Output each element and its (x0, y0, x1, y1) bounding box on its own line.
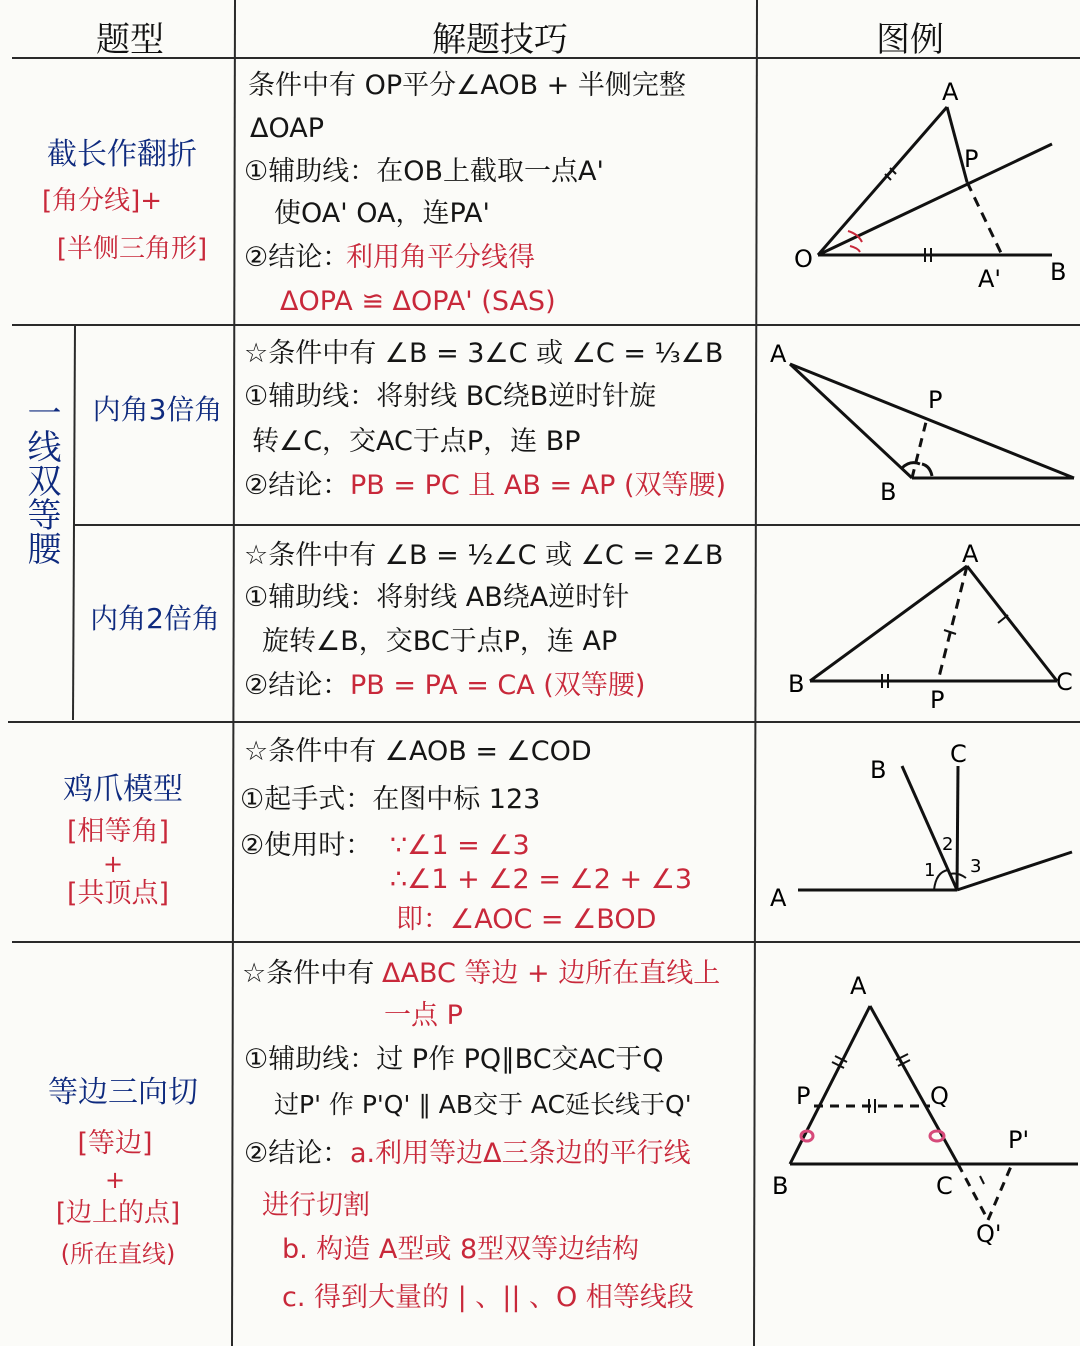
figure-triple-angle (762, 328, 1080, 524)
fig1-label-b: B (1050, 258, 1067, 286)
row1-line4: 使OA' OA，连PA' (274, 198, 490, 229)
row1-line2: ΔOAP (250, 113, 324, 144)
row5-type-line3: [边上的点] (55, 1198, 181, 1228)
row3-line2: ①辅助线：将射线 AB绕A逆时针 (244, 582, 630, 613)
row1-type-line2: [角分线]+ (41, 186, 163, 216)
fig5-label-q: Q (930, 1082, 949, 1110)
row3-line3: 旋转∠B，交BC于点P，连 AP (262, 626, 618, 657)
fig5-label-q-prime: Q' (976, 1220, 1002, 1248)
fig2-label-a: A (770, 340, 787, 368)
fig3-label-b: B (788, 670, 805, 698)
row4-line4: ∵∠1 = ∠3 (390, 830, 530, 861)
row2-line1: ☆条件中有 ∠B = 3∠C 或 ∠C = ⅓∠B (244, 338, 724, 369)
fig4-label-a: A (770, 884, 787, 912)
fig2-label-b: B (880, 478, 897, 506)
row1-line5: ②结论： (244, 242, 350, 273)
row2-line5: PB = PC 且 AB = AP (双等腰) (350, 470, 727, 501)
row3-line1: ☆条件中有 ∠B = ½∠C 或 ∠C = 2∠B (244, 540, 724, 571)
row1-line7: ΔOPA ≌ ΔOPA' (SAS) (280, 286, 556, 317)
row5-type-line1: 等边三向切 (48, 1075, 198, 1110)
row5-line10: c. 得到大量的 | 、|| 、O 相等线段 (282, 1282, 694, 1313)
row4-line3: ②使用时： (240, 830, 373, 861)
header-type: 题型 (96, 20, 164, 60)
row4-type-plus: + (102, 850, 124, 878)
fig3-label-c: C (1056, 668, 1073, 696)
row1-type-line3: [半侧三角形] (56, 234, 208, 264)
figure-double-angle (762, 526, 1080, 722)
header-technique: 解题技巧 (432, 20, 568, 60)
row5-line9: b. 构造 A型或 8型双等边结构 (282, 1234, 640, 1265)
row5-line5: 过P' 作 P'Q' ∥ AB交于 AC延长线于Q' (274, 1090, 692, 1119)
row3-line5: PB = PA = CA (双等腰) (350, 670, 646, 701)
row5-line1: ☆条件中有 (242, 958, 375, 989)
fig1-label-a-prime: A' (978, 265, 1002, 293)
row5-type-line2: [等边] (77, 1128, 153, 1159)
fig5-label-p: P (796, 1082, 811, 1110)
row2-line3: 转∠C，交AC于点P，连 BP (252, 426, 581, 457)
fig1-label-a: A (942, 78, 959, 106)
row5-type-line4: (所在直线) (60, 1240, 176, 1268)
fig5-label-p-prime: P' (1008, 1126, 1030, 1154)
fig4-label-c: C (950, 740, 967, 768)
fig1-label-p: P (964, 145, 979, 173)
row4-line2: ①起手式：在图中标 123 (240, 784, 541, 815)
row5-type-plus: + (104, 1166, 126, 1194)
row4-line5: ∴∠1 + ∠2 = ∠2 + ∠3 (390, 864, 693, 895)
row4-line6: 即：∠AOC = ∠BOD (396, 904, 657, 935)
fig4-label-3: 3 (970, 856, 982, 877)
fig1-label-o: O (794, 245, 813, 273)
fig5-label-b: B (772, 1172, 789, 1200)
row3-line4: ②结论： (244, 670, 350, 701)
row5-line4: ①辅助线：过 P作 PQ∥BC交AC于Q (244, 1044, 664, 1075)
figure-angle-bisector (762, 62, 1080, 324)
row5-line7: a.利用等边Δ三条边的平行线 (350, 1138, 691, 1169)
row1-type-line1: 截长作翻折 (47, 137, 197, 172)
header-figure: 图例 (876, 20, 944, 60)
fig4-label-b: B (870, 756, 887, 784)
fig4-label-2: 2 (942, 834, 954, 855)
row4-line1: ☆条件中有 ∠AOB = ∠COD (244, 736, 592, 767)
row1-line3: ①辅助线：在OB上截取一点A' (244, 156, 604, 187)
figure-equilateral-cut (762, 944, 1080, 1344)
row5-line2: ΔABC 等边 + 边所在直线上 (382, 958, 721, 989)
row4-type-line3: [共顶点] (66, 878, 170, 909)
row2-type: 内角3倍角 (92, 393, 223, 426)
group-label: 一线双等腰 (21, 395, 61, 565)
fig2-label-p: P (928, 386, 943, 414)
fig5-label-c: C (936, 1172, 953, 1200)
row1-line6: 利用角平分线得 (346, 242, 535, 273)
row5-line6: ②结论： (244, 1138, 350, 1169)
row5-line3: 一点 P (384, 1000, 463, 1031)
fig5-label-a: A (850, 972, 867, 1000)
row2-line2: ①辅助线：将射线 BC绕B逆时针旋 (244, 381, 657, 412)
fig4-label-1: 1 (924, 860, 936, 881)
row2-line4: ②结论： (244, 470, 350, 501)
row3-type: 内角2倍角 (90, 602, 220, 635)
fig3-label-a: A (962, 540, 979, 568)
row1-line1: 条件中有 OP平分∠AOB + 半侧完整 (248, 70, 686, 101)
fig3-label-p: P (930, 686, 945, 714)
row5-line8: 进行切割 (262, 1190, 370, 1221)
row4-type-line1: 鸡爪模型 (63, 772, 183, 807)
row4-type-line2: [相等角] (66, 816, 170, 847)
figure-chicken-claw (762, 724, 1080, 940)
